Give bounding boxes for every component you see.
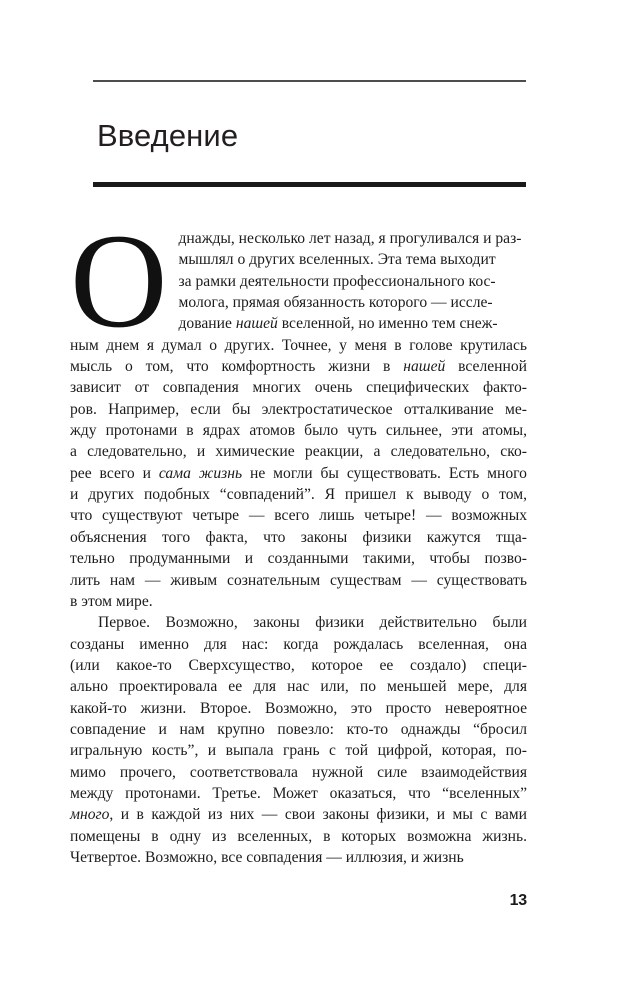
text-line: рее всего и сама жизнь не могли бы существовать. Есть много <box>70 464 527 482</box>
paragraph-2 <box>70 612 527 868</box>
text-line: Четвертое. Возможно, все совпадения — иллюзия, и жизнь <box>70 848 464 866</box>
text-line: между протонами. Третье. Может оказаться, что “вселенных” <box>70 784 527 802</box>
text-line: мысль о том, что комфортность жизни в нашей вселенной <box>70 358 527 376</box>
emphasis: нашей <box>235 315 278 333</box>
heading-rule-below <box>93 182 526 187</box>
text-line: мышлял о других вселенных. Эта тема выходит <box>178 251 496 269</box>
text-line: ально проектировала ее для нас или, по меньшей мере, для <box>70 678 527 696</box>
body-text-block <box>70 207 527 868</box>
emphasis: много <box>70 806 110 824</box>
text-line: днажды, несколько лет назад, я прогуливался и раз- <box>178 230 522 247</box>
text-line: молога, прямая обязанность которого — иссле- <box>178 294 493 312</box>
text-line: и других подобных “совпадений”. Я пришел к выводу о том, <box>70 486 527 504</box>
text-line: Первое. Возможно, законы физики действительно были <box>98 614 527 632</box>
text-line: зависит от совпадения многих очень специфических факто- <box>70 379 527 397</box>
drop-cap: О <box>70 207 168 356</box>
text-line: объяснения того факта, что законы физики кажутся тща- <box>70 528 527 546</box>
text-line: совпадение и нам крупно повезло: кто-то однажды “бросил <box>70 720 527 738</box>
text-line: помещены в одну из вселенных, в которых возможна жизнь. <box>70 827 527 845</box>
text-line: мимо прочего, соответствовала нужной силе взаимодействия <box>70 763 527 781</box>
page-number: 13 <box>509 892 527 909</box>
text-line: тельно продуманными и созданными такими, чтобы позво- <box>70 550 527 568</box>
text-line: что существуют четыре — всего лишь четыре! — возможных <box>70 507 527 525</box>
text-line: а следовательно, и химические реакции, а следовательно, ско- <box>70 443 527 461</box>
text-line: в этом мире. <box>70 592 153 610</box>
emphasis: нашей <box>403 358 446 376</box>
emphasis: сама жизнь <box>158 464 243 482</box>
text-line: дование нашей вселенной, но именно тем снеж- <box>178 315 498 333</box>
text-line: созданы именно для нас: когда рождалась вселенная, она <box>70 635 527 653</box>
text-line: ров. Например, если бы электростатическое отталкивание ме- <box>70 400 527 418</box>
paragraph-1 <box>70 207 527 612</box>
text-line: много, и в каждой из них — свои законы физики, и мы с вами <box>70 806 527 824</box>
text-line: игральную кость”, и выпала грань с той цифрой, которая, по- <box>70 742 527 760</box>
text-line: лить нам — живым сознательным существам — существовать <box>70 571 527 589</box>
text-line: какой-то жизни. Второе. Возможно, это просто невероятное <box>70 699 527 717</box>
text-line: жду протонами в ядрах атомов было чуть сильнее, эти атомы, <box>70 422 527 440</box>
text-line: (или какое-то Сверхсущество, которое ее создало) специ- <box>70 656 527 674</box>
chapter-heading-block <box>93 80 526 151</box>
page-title: Введение <box>97 118 239 153</box>
text-line: ным днем я думал о других. Точнее, у меня в голове крутилась <box>70 336 527 354</box>
text-line: за рамки деятельности профессионального кос- <box>178 272 496 290</box>
